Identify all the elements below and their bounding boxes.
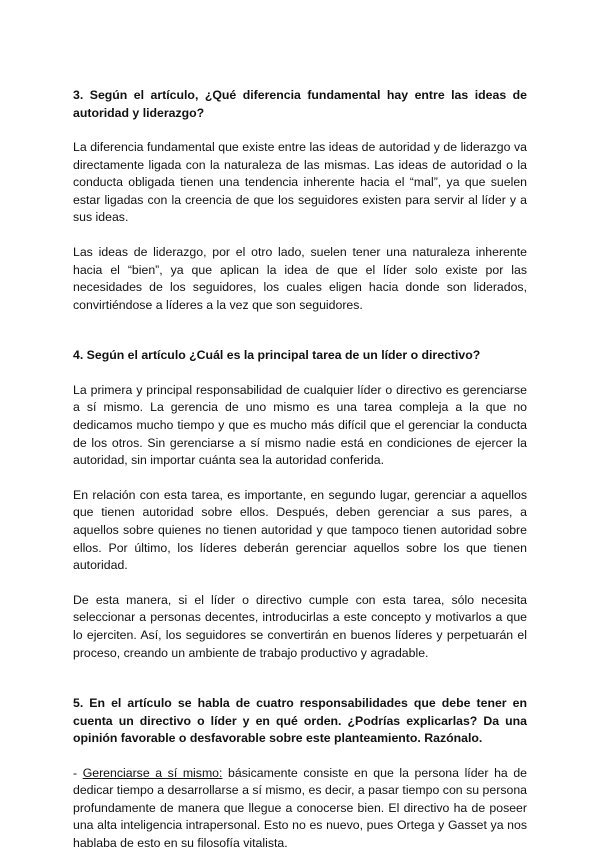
list-item-text: básicamente consiste en que la persona líder ha de dedicar tiempo a desarrollarse a sí mismo, es decir, a pasar tiempo con su persona profundamente de manera que llegue a conocerse bien. El directivo ha de poseer una alta inteligencia intrapersonal. Esto no es nuevo, pues Ortega y Gasset ya nos hablaba de esto en su filosofía vitalista.: [73, 765, 528, 851]
question-3-heading: 3. Según el artículo, ¿Qué diferencia fundamental hay entre las ideas de autoridad y liderazgo?: [73, 88, 527, 120]
question-4-heading: 4. Según el artículo ¿Cuál es la principal tarea de un líder o directivo?: [73, 348, 481, 363]
document-page: [73, 87, 527, 853]
answer-3-paragraph-2: Las ideas de liderazgo, por el otro lado, suelen tener una naturaleza inherente hacia el “bien”, ya que aplican la idea de que el líder solo existe por las necesidades de los seguidores, los cuales eligen hacia donde son liderados, convirtiéndose a líderes a la vez que son seguidores.: [73, 244, 527, 312]
answer-5-list-item: [73, 765, 527, 853]
answer-4-paragraph-2: En relación con esta tarea, es importante, en segundo lugar, gerenciar a aquellos que tienen autoridad sobre ellos. Después, deben gerenciar a sus pares, a aquellos sobre quienes no tienen autoridad y que tampoco tienen autoridad sobre ellos. Por último, los líderes deberán gerenciar aquellos sobre los que tienen autoridad.: [73, 487, 527, 573]
list-item-term: Gerenciarse a sí mismo:: [82, 765, 223, 780]
question-5-heading: 5. En el artículo se habla de cuatro responsabilidades que debe tener en cuenta un directivo o líder y en qué orden. ¿Podrías explicarlas? Da una opinión favorable o desfavorable sobre este planteamiento. Razónalo.: [73, 696, 527, 746]
list-dash: -: [73, 765, 83, 780]
answer-4-paragraph-3: De esta manera, si el líder o directivo cumple con esta tarea, sólo necesita seleccionar a personas decentes, introducirlas a este concepto y motivarlos a que lo ejerciten. Así, los seguidores se convertirán en buenos líderes y perpetuarán el proceso, creando un ambiente de trabajo productivo y agradable.: [73, 592, 527, 660]
answer-3-paragraph-1: La diferencia fundamental que existe entre las ideas de autoridad y de liderazgo va directamente ligada con la naturaleza de las mismas. Las ideas de autoridad o la conducta obligada tienen una tendencia inherente hacia el “mal”, ya que suelen estar ligadas con la creencia de que los seguidores existen para servir al líder y a sus ideas.: [73, 140, 527, 225]
answer-4-paragraph-1: La primera y principal responsabilidad de cualquier líder o directivo es gerenciarse a sí mismo. La gerencia de uno mismo es una tarea compleja a la que no dedicamos mucho tiempo y que es mucho más difícil que el gerenciar la conducta de los otros. Sin gerenciarse a sí mismo nadie está en condiciones de ejercer la autoridad, sin importar cuánta sea la autoridad conferida.: [73, 382, 527, 468]
